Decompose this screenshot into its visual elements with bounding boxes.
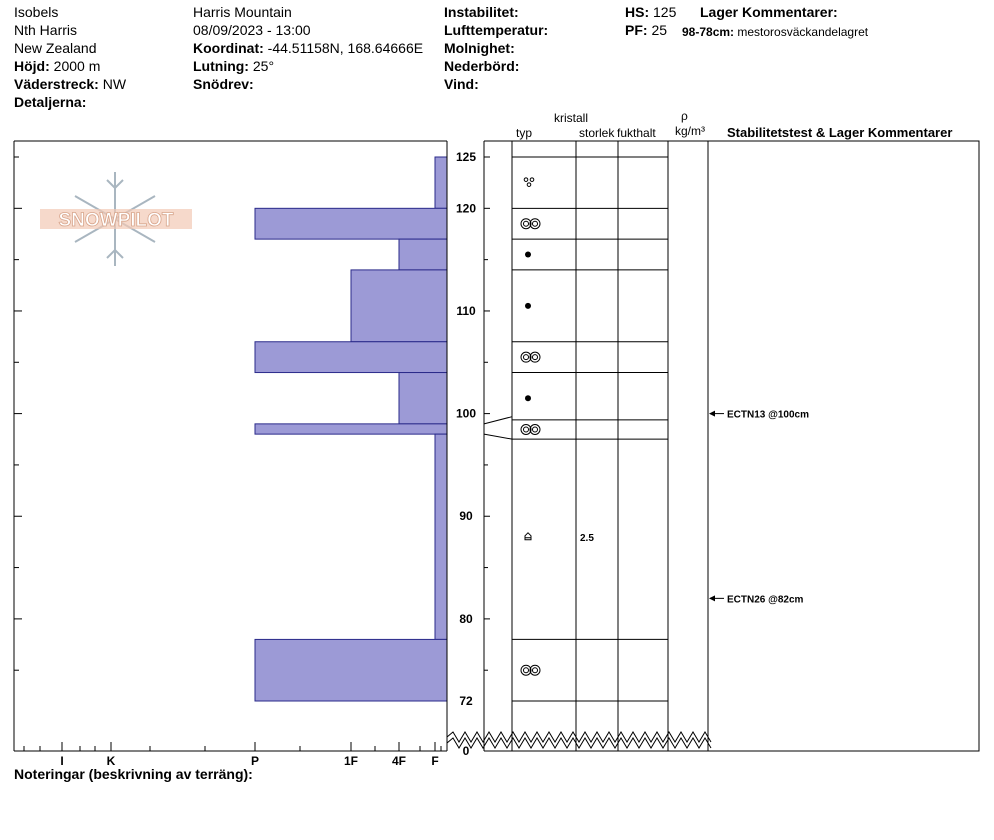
test-arrow-icon	[709, 411, 715, 417]
melt-form-icon	[524, 427, 529, 432]
stability-box	[708, 141, 979, 751]
terrain-notes-label: Noteringar (beskrivning av terräng):	[14, 766, 253, 782]
height-tick-label: 0	[462, 744, 470, 758]
melt-form-icon	[524, 355, 529, 360]
stability-header: Stabilitetstest & Lager Kommentarer	[727, 125, 953, 140]
country-name: New Zealand	[14, 40, 97, 56]
hardness-bar	[255, 424, 447, 434]
stability-test-label: ECTN13 @100cm	[727, 409, 810, 421]
melt-form-icon	[524, 668, 529, 673]
moisture-header: fukthalt	[617, 126, 656, 140]
hardness-bar	[435, 434, 447, 639]
melt-form-icon	[533, 355, 538, 360]
snowdrift-label: Snödrev:	[193, 76, 254, 92]
height-tick-label: 90	[459, 509, 473, 524]
test-arrow-icon	[709, 595, 715, 601]
layer-comment-text: mestorosväckandelagret	[737, 25, 869, 39]
hardness-tick-label: 4F	[391, 754, 407, 768]
hardness-tick-label: F	[431, 754, 439, 768]
rho-header: ρ	[681, 109, 688, 123]
height-tick-label: 125	[455, 150, 477, 164]
stability-panel	[708, 141, 979, 751]
melt-form-icon	[524, 221, 529, 226]
precip-particle-icon	[530, 178, 534, 182]
hardness-bar	[255, 639, 447, 701]
height-tick-label: 120	[455, 201, 477, 216]
depth-hoar-icon	[525, 533, 531, 540]
elevation-value: 2000 m	[53, 58, 101, 74]
melt-form-icon	[533, 221, 538, 226]
hs-label: HS:	[625, 4, 650, 20]
aspect-label: Väderstreck:	[14, 76, 99, 92]
melt-form-icon	[533, 668, 538, 673]
size-header: storlek	[579, 126, 615, 140]
logo-text: SNOWPILOT	[58, 210, 174, 231]
crystal-header: kristall	[554, 111, 589, 125]
area-name: Nth Harris	[14, 22, 78, 38]
density-header: kg/m³	[675, 124, 705, 138]
hs-value: 125	[653, 4, 677, 20]
height-tick-label: 110	[456, 303, 476, 318]
coordinate-value: -44.51158N, 168.64666E	[267, 40, 424, 56]
layer-connector	[484, 417, 512, 424]
precip-label: Nederbörd:	[444, 58, 520, 74]
rounded-grain-icon	[525, 395, 531, 401]
hardness-tick-label: 1F	[343, 754, 359, 768]
slope-value: 25°	[252, 58, 275, 74]
type-header: typ	[516, 126, 533, 140]
rounded-grain-icon	[525, 303, 531, 309]
details-label: Detaljerna:	[14, 94, 87, 110]
height-tick-label: 100	[455, 406, 477, 421]
stability-test-label: ECTN26 @82cm	[727, 594, 804, 606]
hardness-tick-label: P	[250, 754, 260, 768]
hardness-tick-label: K	[106, 754, 116, 768]
pf-value: 25	[651, 22, 668, 38]
slope-label: Lutning:	[193, 58, 249, 74]
layer-comments-label: Lager Kommentarer:	[700, 4, 838, 20]
hardness-bar	[399, 239, 447, 270]
hardness-bar	[255, 208, 447, 239]
location-name: Harris Mountain	[193, 4, 292, 20]
cloud-label: Molnighet:	[444, 40, 515, 56]
layer-connector	[484, 434, 512, 439]
instability-label: Instabilitet:	[444, 4, 519, 20]
hardness-bar	[351, 270, 447, 342]
hardness-tick-label: I	[60, 754, 64, 768]
snowpilot-logo	[40, 172, 192, 266]
aspect-value: NW	[102, 76, 127, 92]
grain-size-value: 2.5	[580, 532, 594, 544]
precip-particle-icon	[527, 183, 531, 187]
observation-datetime: 08/09/2023 - 13:00	[193, 22, 311, 38]
hardness-chart	[14, 141, 447, 768]
hardness-bar	[399, 373, 447, 424]
rounded-grain-icon	[525, 252, 531, 258]
height-tick-label: 80	[459, 611, 473, 626]
pf-label: PF:	[625, 22, 648, 38]
height-tick-label: 72	[459, 694, 473, 708]
melt-form-icon	[533, 427, 538, 432]
precip-particle-icon	[524, 178, 528, 182]
elevation-label: Höjd:	[14, 58, 50, 74]
layer-comment-range: 98-78cm:	[682, 25, 735, 39]
observer-name: Isobels	[14, 4, 59, 20]
coordinate-label: Koordinat:	[193, 40, 264, 56]
wind-label: Vind:	[444, 76, 479, 92]
axis-break-zigzag	[447, 738, 711, 748]
airtemp-label: Lufttemperatur:	[444, 22, 549, 38]
axis-break-zigzag	[447, 732, 711, 742]
hardness-bar	[255, 342, 447, 373]
hardness-bar	[435, 157, 447, 208]
crystal-table	[447, 141, 711, 751]
